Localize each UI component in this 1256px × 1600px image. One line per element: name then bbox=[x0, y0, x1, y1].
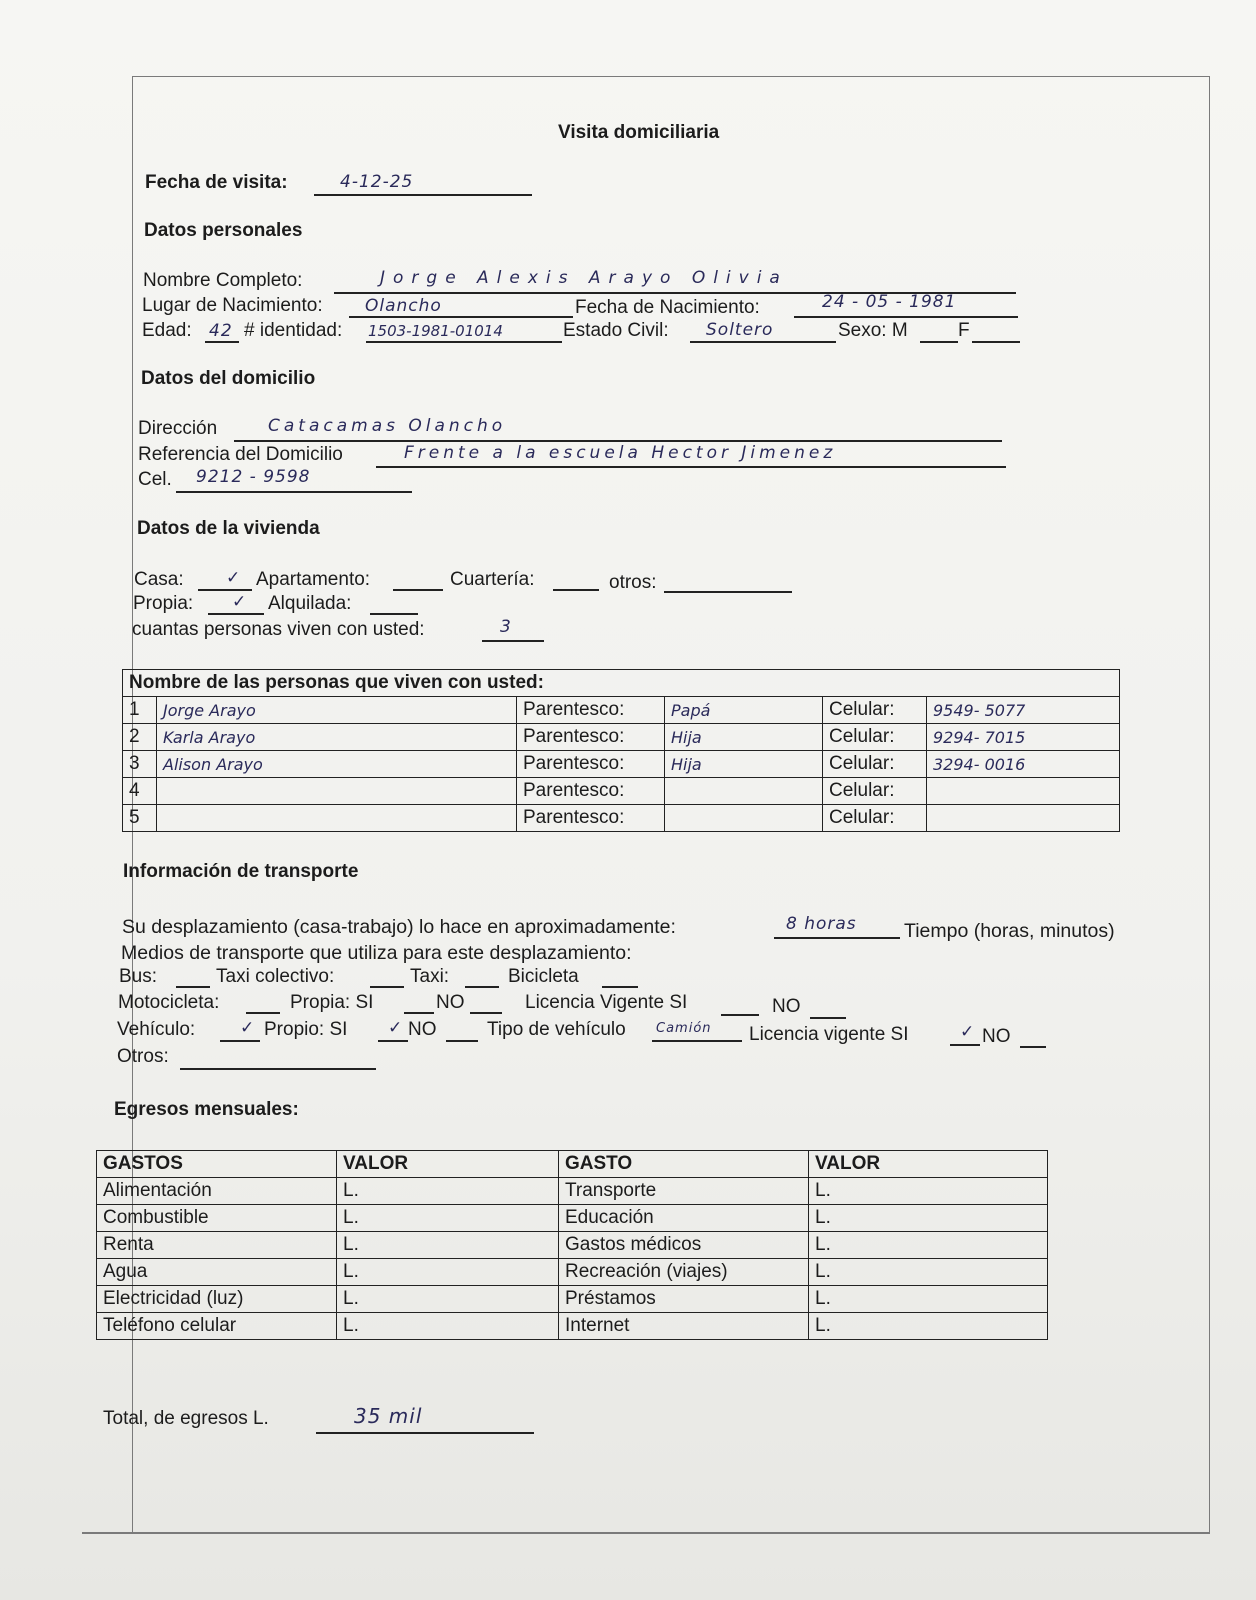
personal-heading: Datos personales bbox=[144, 220, 303, 241]
means-label: Medios de transporte que utiliza para este desplazamiento: bbox=[121, 942, 632, 964]
domicile-heading: Datos del domicilio bbox=[141, 368, 316, 389]
rented-label: Alquilada: bbox=[268, 593, 352, 614]
relation-label: Parentesco: bbox=[517, 751, 665, 778]
total-label: Total, de egresos L. bbox=[103, 1408, 269, 1429]
expense-right-value[interactable]: L. bbox=[809, 1313, 1048, 1340]
apartment-label: Apartamento: bbox=[256, 569, 371, 590]
person-name[interactable]: Jorge Arayo bbox=[157, 697, 517, 724]
moto-license-no-line bbox=[810, 1017, 846, 1019]
moto-own-label: Propia: SI bbox=[290, 992, 374, 1013]
table-row bbox=[97, 1232, 1048, 1259]
visit-date-line bbox=[314, 194, 532, 196]
vehicle-type-value[interactable]: Camión bbox=[656, 1021, 712, 1036]
phone-label: Celular: bbox=[823, 751, 927, 778]
table-row bbox=[97, 1178, 1048, 1205]
table-row bbox=[97, 1313, 1048, 1340]
row-number: 3 bbox=[123, 751, 157, 778]
moto-no-label: NO bbox=[436, 992, 465, 1013]
bicycle-label: Bicicleta bbox=[508, 966, 579, 987]
taxi-collective-line bbox=[370, 986, 404, 988]
relation-label: Parentesco: bbox=[517, 697, 665, 724]
expenses-heading: Egresos mensuales: bbox=[114, 1099, 299, 1120]
house-mark[interactable]: ✓ bbox=[226, 568, 242, 588]
person-relation[interactable]: Hija bbox=[665, 724, 823, 751]
sex-f-label: F bbox=[958, 320, 970, 341]
reference-line bbox=[376, 466, 1006, 468]
age-label: Edad: bbox=[142, 320, 192, 341]
id-label: # identidad: bbox=[244, 320, 343, 341]
person-name[interactable] bbox=[157, 805, 517, 832]
visit-date-value[interactable]: 4-12-25 bbox=[340, 172, 414, 192]
age-value[interactable]: 42 bbox=[209, 321, 233, 341]
reference-label: Referencia del Domicilio bbox=[138, 444, 343, 465]
name-label: Nombre Completo: bbox=[143, 270, 303, 291]
col-gasto: GASTO bbox=[559, 1151, 809, 1178]
person-relation[interactable]: Hija bbox=[665, 751, 823, 778]
vehicle-own-label: Propio: SI bbox=[264, 1019, 348, 1040]
sex-m-line bbox=[920, 341, 958, 343]
moto-license-no-label: NO bbox=[772, 996, 801, 1017]
vehicle-type-line bbox=[652, 1040, 742, 1042]
total-value[interactable]: 35 mil bbox=[354, 1404, 423, 1428]
form-bottom-border bbox=[82, 1532, 1210, 1534]
vehicle-no-mark[interactable]: ✓ bbox=[388, 1018, 404, 1038]
civil-line bbox=[690, 341, 836, 343]
vehicle-type-label: Tipo de vehículo bbox=[487, 1019, 626, 1040]
vehicle-license-no-line bbox=[1020, 1046, 1046, 1048]
moto-license-label: Licencia Vigente SI bbox=[525, 992, 688, 1013]
relation-label: Parentesco: bbox=[517, 778, 665, 805]
motorcycle-line bbox=[246, 1012, 280, 1014]
vehicle-license-label: Licencia vigente SI bbox=[749, 1024, 909, 1045]
expense-left-value[interactable]: L. bbox=[337, 1286, 559, 1313]
person-name[interactable]: Alison Arayo bbox=[157, 751, 517, 778]
expenses-table bbox=[96, 1150, 1048, 1340]
id-line bbox=[366, 341, 562, 343]
birthdate-label: Fecha de Nacimiento: bbox=[575, 297, 760, 318]
vehicle-license-mark[interactable]: ✓ bbox=[960, 1022, 976, 1042]
birthplace-value[interactable]: Olancho bbox=[365, 296, 442, 316]
table-row bbox=[123, 724, 1120, 751]
phone-label: Celular: bbox=[823, 778, 927, 805]
expense-left: Alimentación bbox=[97, 1178, 337, 1205]
row-number: 2 bbox=[123, 724, 157, 751]
own-label: Propia: bbox=[133, 593, 194, 614]
expense-left: Electricidad (luz) bbox=[97, 1286, 337, 1313]
civil-value[interactable]: Soltero bbox=[706, 320, 774, 340]
expense-left: Combustible bbox=[97, 1205, 337, 1232]
motorcycle-label: Motocicleta: bbox=[118, 992, 220, 1013]
own-mark[interactable]: ✓ bbox=[232, 592, 248, 612]
expense-right: Educación bbox=[559, 1205, 809, 1232]
person-phone[interactable] bbox=[927, 778, 1120, 805]
address-value[interactable]: Catacamas Olancho bbox=[268, 416, 507, 436]
bicycle-line bbox=[602, 986, 638, 988]
household-header: Nombre de las personas que viven con usted: bbox=[123, 670, 1120, 697]
bus-line bbox=[176, 986, 210, 988]
person-phone[interactable]: 3294- 0016 bbox=[927, 751, 1120, 778]
expense-right-value[interactable]: L. bbox=[809, 1178, 1048, 1205]
apartment-line bbox=[393, 589, 443, 591]
row-number: 5 bbox=[123, 805, 157, 832]
reference-value[interactable]: Frente a la escuela Hector Jimenez bbox=[404, 443, 837, 463]
other-line bbox=[664, 591, 792, 593]
taxi-label: Taxi: bbox=[410, 966, 450, 987]
housing-heading: Datos de la vivienda bbox=[137, 518, 320, 539]
sex-label: Sexo: M bbox=[838, 320, 908, 341]
expense-right: Recreación (viajes) bbox=[559, 1259, 809, 1286]
commute-unit: Tiempo (horas, minutos) bbox=[904, 920, 1115, 942]
phone-label: Celular: bbox=[823, 724, 927, 751]
birthplace-label: Lugar de Nacimiento: bbox=[142, 295, 323, 316]
taxi-collective-label: Taxi colectivo: bbox=[216, 966, 335, 987]
id-value[interactable]: 1503-1981-01014 bbox=[368, 322, 503, 340]
expense-left: Agua bbox=[97, 1259, 337, 1286]
address-line bbox=[234, 440, 1002, 442]
vehicle-no-label: NO bbox=[408, 1019, 437, 1040]
vehicle-own-line bbox=[378, 1040, 408, 1042]
phone-label: Cel. bbox=[138, 469, 172, 490]
room-line bbox=[553, 589, 599, 591]
household-table bbox=[122, 669, 1120, 832]
transport-heading: Información de transporte bbox=[123, 861, 359, 882]
civil-label: Estado Civil: bbox=[563, 320, 669, 341]
expense-left: Renta bbox=[97, 1232, 337, 1259]
people-label: cuantas personas viven con usted: bbox=[132, 619, 425, 640]
table-row bbox=[97, 1286, 1048, 1313]
people-line bbox=[482, 640, 544, 642]
phone-line bbox=[176, 491, 412, 493]
expense-right-value[interactable]: L. bbox=[809, 1286, 1048, 1313]
moto-license-line bbox=[721, 1014, 759, 1016]
expense-left-value[interactable]: L. bbox=[337, 1205, 559, 1232]
row-number: 4 bbox=[123, 778, 157, 805]
table-row bbox=[97, 1205, 1048, 1232]
vehicle-no-line bbox=[446, 1040, 478, 1042]
expense-right: Transporte bbox=[559, 1178, 809, 1205]
people-value[interactable]: 3 bbox=[500, 617, 512, 637]
table-row bbox=[123, 805, 1120, 832]
house-label: Casa: bbox=[134, 569, 184, 590]
person-phone[interactable]: 9294- 7015 bbox=[927, 724, 1120, 751]
sex-f-line bbox=[972, 341, 1020, 343]
person-name[interactable]: Karla Arayo bbox=[157, 724, 517, 751]
bus-label: Bus: bbox=[119, 966, 158, 987]
col-valor: VALOR bbox=[337, 1151, 559, 1178]
others-label: Otros: bbox=[117, 1046, 169, 1067]
person-relation[interactable]: Papá bbox=[665, 697, 823, 724]
vehicle-license-line bbox=[950, 1044, 980, 1046]
moto-no-line bbox=[470, 1012, 502, 1014]
rented-line bbox=[370, 613, 418, 615]
row-number: 1 bbox=[123, 697, 157, 724]
person-phone[interactable] bbox=[927, 805, 1120, 832]
expense-left-value[interactable]: L. bbox=[337, 1313, 559, 1340]
relation-label: Parentesco: bbox=[517, 805, 665, 832]
vehicle-mark[interactable]: ✓ bbox=[240, 1018, 256, 1038]
col-valor-2: VALOR bbox=[809, 1151, 1048, 1178]
commute-value[interactable]: 8 horas bbox=[786, 914, 857, 934]
expense-left-value[interactable]: L. bbox=[337, 1259, 559, 1286]
visit-date-label: Fecha de visita: bbox=[145, 172, 288, 193]
table-row bbox=[97, 1259, 1048, 1286]
commute-line bbox=[774, 937, 900, 939]
person-phone[interactable]: 9549- 5077 bbox=[927, 697, 1120, 724]
person-relation[interactable] bbox=[665, 805, 823, 832]
person-name[interactable] bbox=[157, 778, 517, 805]
name-value[interactable]: Jorge Alexis Arayo Olivia bbox=[380, 268, 788, 288]
birthdate-line bbox=[794, 316, 1018, 318]
other-label: otros: bbox=[609, 572, 657, 593]
phone-label: Celular: bbox=[823, 805, 927, 832]
table-row bbox=[123, 697, 1120, 724]
expense-right: Gastos médicos bbox=[559, 1232, 809, 1259]
expense-left-value[interactable]: L. bbox=[337, 1178, 559, 1205]
room-label: Cuartería: bbox=[450, 569, 535, 590]
relation-label: Parentesco: bbox=[517, 724, 665, 751]
total-line bbox=[316, 1432, 534, 1434]
expense-right: Internet bbox=[559, 1313, 809, 1340]
birthdate-value[interactable]: 24 - 05 - 1981 bbox=[822, 292, 957, 312]
person-relation[interactable] bbox=[665, 778, 823, 805]
vehicle-license-no-label: NO bbox=[982, 1026, 1011, 1047]
moto-own-line bbox=[404, 1012, 434, 1014]
age-line bbox=[205, 341, 239, 343]
house-line bbox=[198, 589, 252, 591]
expense-right: Préstamos bbox=[559, 1286, 809, 1313]
expense-right-value[interactable]: L. bbox=[809, 1259, 1048, 1286]
others-line bbox=[180, 1068, 376, 1070]
expense-left: Teléfono celular bbox=[97, 1313, 337, 1340]
form-title: Visita domiciliaria bbox=[558, 122, 720, 143]
birthplace-line bbox=[349, 316, 573, 318]
commute-label: Su desplazamiento (casa-trabajo) lo hace en aproximadamente: bbox=[122, 916, 676, 938]
taxi-line bbox=[465, 986, 499, 988]
phone-value[interactable]: 9212 - 9598 bbox=[196, 467, 311, 487]
expense-right-value[interactable]: L. bbox=[809, 1232, 1048, 1259]
phone-label: Celular: bbox=[823, 697, 927, 724]
vehicle-line bbox=[220, 1040, 260, 1042]
own-line bbox=[208, 613, 264, 615]
expense-left-value[interactable]: L. bbox=[337, 1232, 559, 1259]
table-row bbox=[123, 751, 1120, 778]
vehicle-label: Vehículo: bbox=[117, 1019, 196, 1040]
table-row bbox=[123, 778, 1120, 805]
address-label: Dirección bbox=[138, 418, 218, 439]
col-gastos: GASTOS bbox=[97, 1151, 337, 1178]
expense-right-value[interactable]: L. bbox=[809, 1205, 1048, 1232]
